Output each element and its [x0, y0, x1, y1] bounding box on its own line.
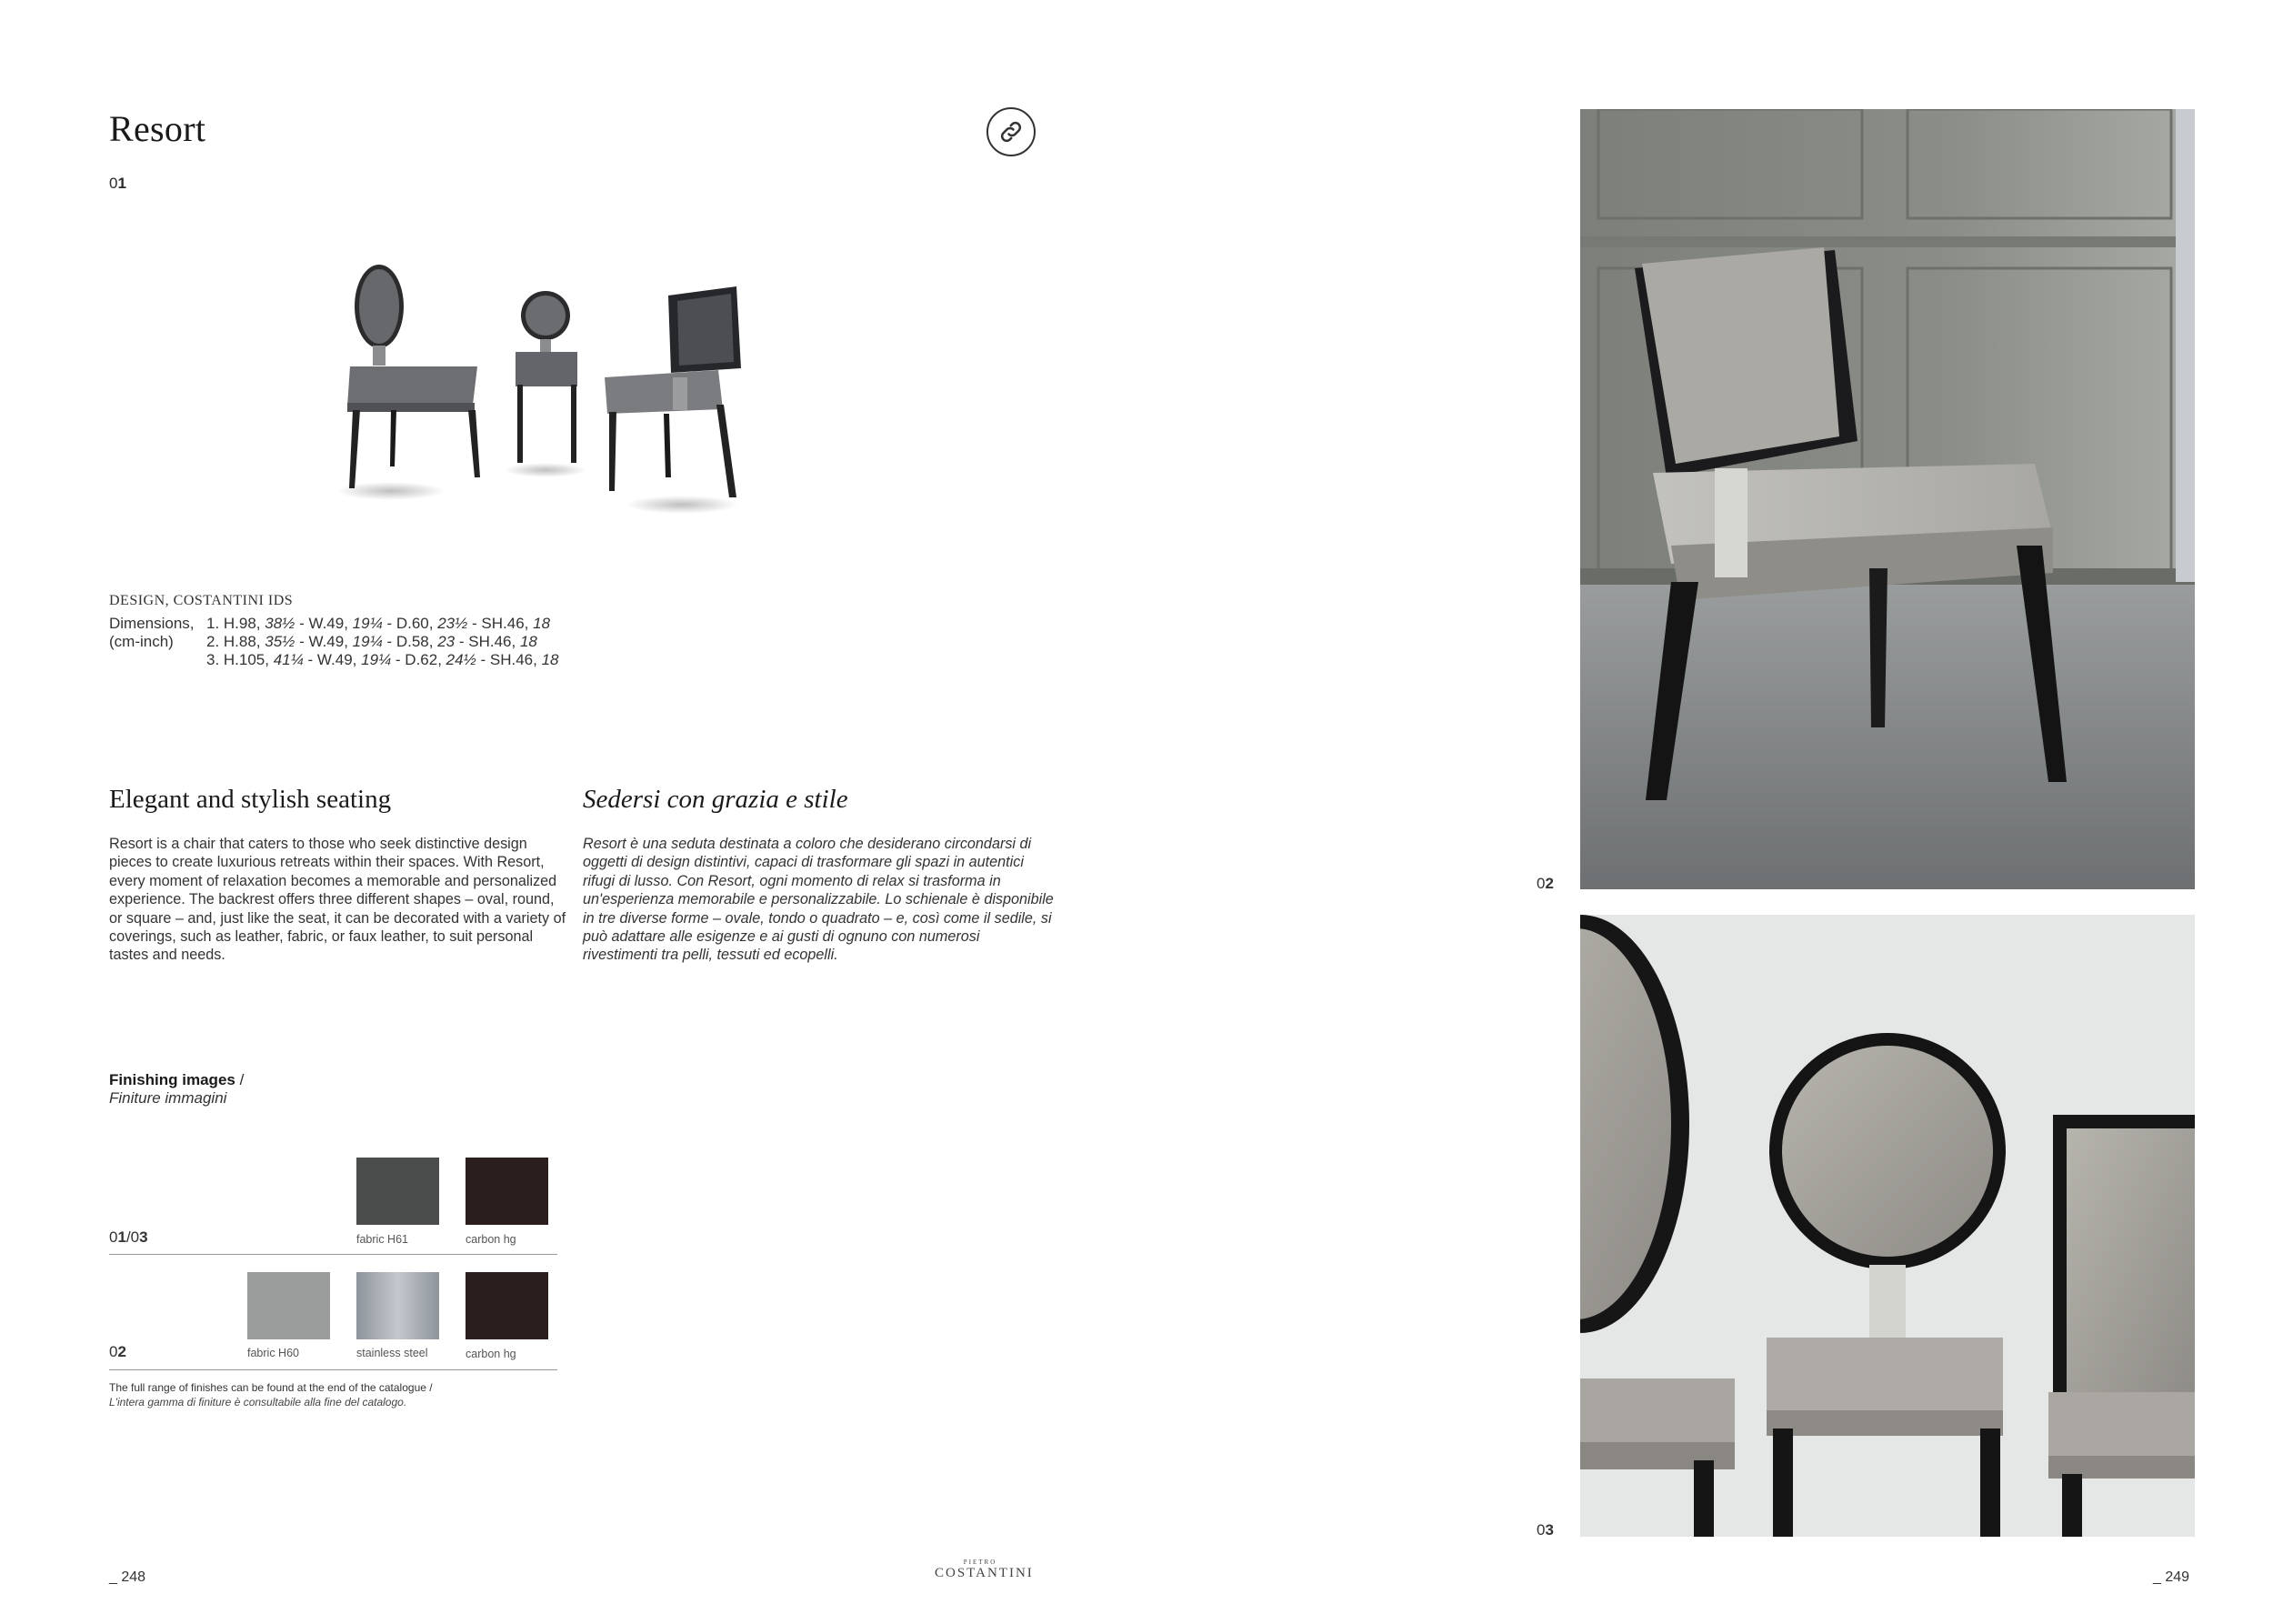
dimensions-unit-label: (cm-inch)	[109, 633, 174, 650]
swatch-carbon-hg	[466, 1272, 548, 1339]
photo-chair-room-art	[1580, 109, 2195, 889]
photo-label: 02	[1537, 875, 1554, 892]
photo-label: 03	[1537, 1521, 1554, 1539]
swatch-label: fabric H60	[247, 1347, 299, 1359]
brand-name: COSTANTINI	[935, 1566, 1034, 1580]
designer-credit: DESIGN, COSTANTINI IDS	[109, 593, 294, 608]
swatch-label: stainless steel	[356, 1347, 428, 1359]
dimension-row: 2. H.88, 35½ - W.49, 19¼ - D.58, 23 - SH.46, 18	[206, 633, 537, 650]
swatch-label: carbon hg	[466, 1348, 516, 1360]
dimensions-rows	[206, 615, 559, 669]
dimension-row: 1. H.98, 38½ - W.49, 19¼ - D.60, 23½ - SH.46, 18	[206, 615, 551, 632]
product-number: 01	[109, 175, 126, 192]
divider	[109, 1369, 557, 1370]
link-icon	[997, 118, 1025, 145]
swatch-stainless-steel	[356, 1272, 439, 1339]
swatch-label: fabric H61	[356, 1233, 408, 1246]
finishes-footnote: The full range of finishes can be found at the end of the catalogue / L'intera gamma di finiture è consultabile alla fine del catalogo.	[109, 1381, 433, 1408]
description-english: Resort is a chair that caters to those who seek distinctive design pieces to create luxurious retreats within their spaces. With Resort, every moment of relaxation becomes a memorable and personalized experience. The backrest offers three different shapes – oval, round, or square – and, just like the seat, it can be decorated with a variety of coverings, such as leather, fabric, or faux leather, to suit personal tastes and needs.	[109, 836, 566, 964]
dimension-row: 3. H.105, 41¼ - W.49, 19¼ - D.62, 24½ - SH.46, 18	[206, 651, 559, 668]
swatch-fabric-h61	[356, 1158, 439, 1225]
finish-row-label: 01/03	[109, 1228, 148, 1246]
product-title: Resort	[109, 108, 206, 149]
page-number-left: _ 248	[109, 1569, 146, 1585]
dimensions-label: Dimensions,	[109, 615, 195, 632]
chairs-product-image	[336, 259, 827, 523]
divider	[109, 1254, 557, 1255]
dimensions-block	[109, 615, 618, 671]
swatch-fabric-h60	[247, 1272, 330, 1339]
link-button[interactable]	[986, 107, 1036, 156]
finish-row-label: 02	[109, 1343, 126, 1360]
photo-chair-backs-art	[1580, 915, 2195, 1537]
photo-chair-backs	[1580, 915, 2195, 1537]
heading-italian: Sedersi con grazia e stile	[583, 785, 848, 814]
page-number-right: _ 249	[2153, 1569, 2190, 1585]
description-italian: Resort è una seduta destinata a coloro che desiderano circondarsi di oggetti di design distintivi, capaci di trasformare gli spazi in autentici rifugi di lusso. Con Resort, ogni momento di relax si trasforma in un'esperienza memorabile e personalizzabile. Lo schienale è disponibile in tre diverse forme – ovale, tondo o quadrato – e, così come il sedile, si può adattare alle esigenze e ai gusti di ognuno con numerosi rivestimenti tra pelli, tessuti ed ecopelli.	[583, 836, 1054, 964]
brand-small: PIETRO	[963, 1559, 997, 1566]
brand-logo	[935, 1559, 1034, 1581]
swatch-label: carbon hg	[466, 1233, 516, 1246]
swatch-carbon-hg	[466, 1158, 548, 1225]
heading-english: Elegant and stylish seating	[109, 785, 392, 814]
photo-chair-room	[1580, 109, 2195, 889]
finishing-title: Finishing images / Finiture immagini	[109, 1071, 245, 1107]
